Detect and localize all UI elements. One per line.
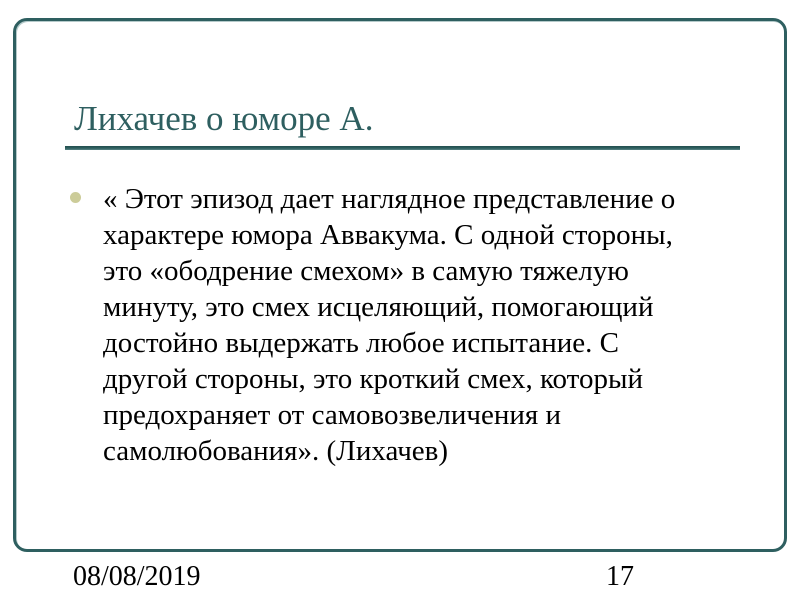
text-line: характере юмора Аввакума. С одной стороны, bbox=[103, 219, 673, 251]
text-line: другой стороны, это кроткий смех, который bbox=[103, 363, 643, 395]
slide-title: Лихачев о юморе А. bbox=[74, 99, 374, 138]
text-line: « Этот эпизод дает наглядное представление о bbox=[103, 183, 676, 215]
text-line: минуту, это смех исцеляющий, помогающий bbox=[103, 291, 654, 323]
text-line: достойно выдержать любое испытание. С bbox=[103, 327, 619, 359]
bullet-dot-icon bbox=[70, 192, 81, 203]
title-underline-rule bbox=[65, 146, 740, 150]
text-line: это «ободрение смехом» в самую тяжелую bbox=[103, 255, 629, 287]
text-line: самолюбования». (Лихачев) bbox=[103, 435, 448, 467]
text-line: предохраняет от самовозвеличения и bbox=[103, 399, 561, 431]
bullet-paragraph bbox=[103, 181, 743, 469]
footer-date: 08/08/2019 bbox=[73, 561, 201, 592]
page-number: 17 bbox=[606, 561, 634, 592]
